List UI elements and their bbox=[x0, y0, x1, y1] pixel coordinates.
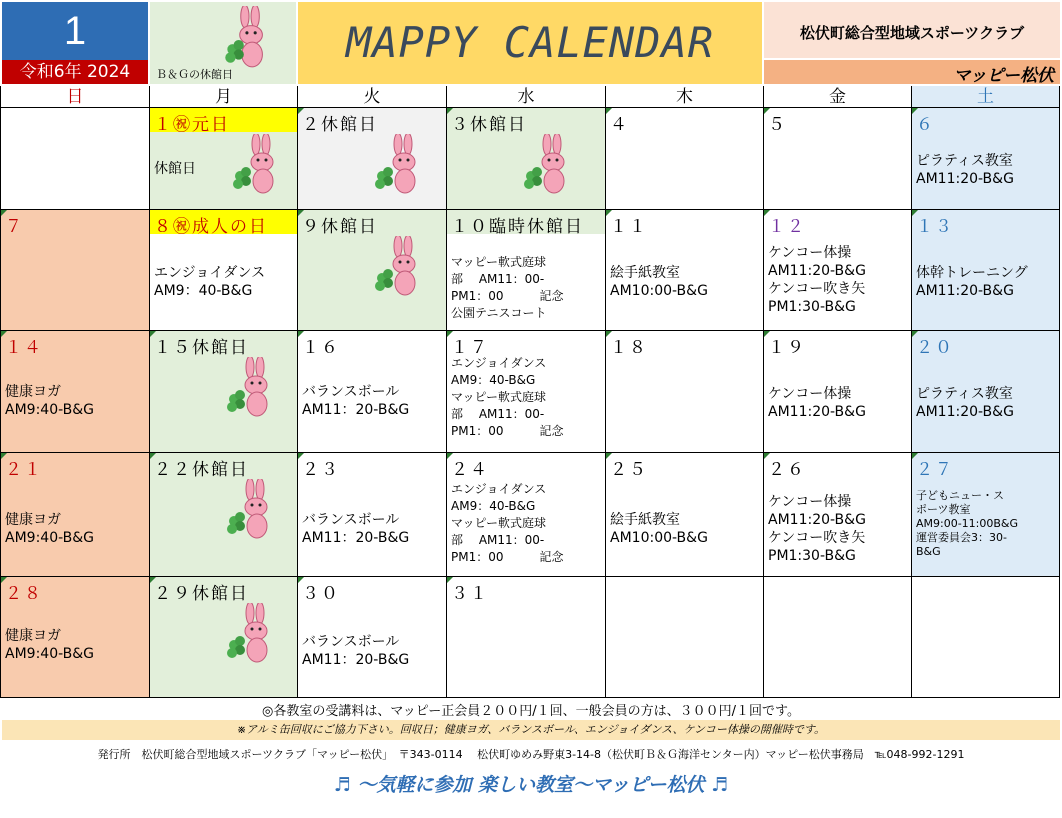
day-cell-19 bbox=[764, 331, 912, 453]
empty-cell bbox=[606, 577, 764, 698]
event-note: ケンコー体操 AM11:20-B&G bbox=[768, 386, 866, 420]
day-label: ３１ bbox=[451, 584, 489, 604]
weekday-tue: 火 bbox=[298, 86, 447, 108]
weekday-sat: 土 bbox=[912, 86, 1060, 108]
event-note: ケンコー体操 AM11:20-B&G ケンコー吹き矢 PM1:30-B&G bbox=[768, 245, 866, 315]
event-note: バランスボール AM11：20-B&G bbox=[302, 512, 410, 546]
event-note: エンジョイダンス AM9：40-B&G bbox=[154, 265, 266, 299]
day-label: ２休館日 bbox=[302, 115, 378, 135]
day-label: ３休館日 bbox=[451, 115, 527, 135]
weekday-mon: 月 bbox=[150, 86, 298, 108]
day-label: １１ bbox=[610, 217, 648, 237]
rabbit-mascot-icon bbox=[220, 357, 280, 421]
event-note: 子どもニュー・ス ポーツ教室 AM9:00-11:00B&G 運営委員会3：30- B&G bbox=[916, 489, 1019, 558]
empty-cell bbox=[0, 108, 150, 210]
day-label: １９ bbox=[768, 338, 806, 358]
rabbit-mascot-icon bbox=[220, 603, 280, 667]
event-note: マッピー軟式庭球 部 AM11：00- PM1：00 記念 公園テニスコート bbox=[451, 255, 564, 320]
rabbit-mascot-icon bbox=[214, 6, 284, 72]
day-cell-3 bbox=[447, 108, 606, 210]
event-note: ピラティス教室 AM11:20-B&G bbox=[916, 386, 1014, 420]
day-label: １６ bbox=[302, 338, 340, 358]
mappy-name: マッピー松伏 bbox=[953, 66, 1054, 86]
day-cell-31 bbox=[447, 577, 606, 698]
day-label: １８ bbox=[610, 338, 648, 358]
rabbit-mascot-icon bbox=[368, 134, 428, 198]
day-label: ２９休館日 bbox=[154, 584, 249, 604]
day-cell-26 bbox=[764, 453, 912, 577]
month-number: 1 bbox=[2, 2, 148, 60]
day-label: ２７ bbox=[916, 460, 954, 480]
day-cell-28 bbox=[0, 577, 150, 698]
day-label: ９休館日 bbox=[302, 217, 378, 237]
publisher-info: 発行所 松伏町総合型地域スポーツクラブ「マッピー松伏」 〒343-0114 松伏町ゆめみ野東3-14-8（松伏町Ｂ＆Ｇ海洋センター内）マッピー松伏事務局 ℡048-992-1291 bbox=[97, 748, 965, 761]
day-cell-29 bbox=[150, 577, 298, 698]
day-cell-10 bbox=[447, 210, 606, 331]
event-note: バランスボール AM11：20-B&G bbox=[302, 384, 410, 418]
day-label: ２５ bbox=[610, 460, 648, 480]
slogan: ♬ ～気軽に参加 楽しい教室～マッピー松伏 ♬ bbox=[333, 774, 729, 796]
day-cell-21 bbox=[0, 453, 150, 577]
empty-cell bbox=[764, 577, 912, 698]
day-label: １３ bbox=[916, 217, 954, 237]
day-cell-18 bbox=[606, 331, 764, 453]
day-cell-9 bbox=[298, 210, 447, 331]
event-note: 健康ヨガ AM9:40-B&G bbox=[5, 628, 95, 662]
rabbit-mascot-icon bbox=[226, 134, 286, 198]
day-cell-17 bbox=[447, 331, 606, 453]
day-label: １７ bbox=[451, 338, 489, 358]
event-note: 体幹トレーニング AM11:20-B&G bbox=[916, 265, 1028, 299]
fee-note: ◎各教室の受講料は、マッピー正会員２００円/１回、一般会員の方は、３００円/１回です。 bbox=[261, 704, 801, 719]
event-note: 健康ヨガ AM9:40-B&G bbox=[5, 384, 95, 418]
day-cell-6 bbox=[912, 108, 1060, 210]
day-cell-25 bbox=[606, 453, 764, 577]
empty-cell bbox=[912, 577, 1060, 698]
day-label: ２０ bbox=[916, 338, 954, 358]
day-cell-13 bbox=[912, 210, 1060, 331]
event-note: エンジョイダンス AM9：40-B&G マッピー軟式庭球 部 AM11：00- PM1：00 記念 bbox=[451, 356, 564, 438]
day-label: ２２休館日 bbox=[154, 460, 249, 480]
day-cell-22 bbox=[150, 453, 298, 577]
day-cell-23 bbox=[298, 453, 447, 577]
rabbit-mascot-icon bbox=[517, 134, 577, 198]
day-label: １５休館日 bbox=[154, 338, 249, 358]
day-cell-4 bbox=[606, 108, 764, 210]
event-note: 休館日 bbox=[154, 161, 196, 177]
day-label: ２１ bbox=[5, 460, 43, 480]
day-cell-1 bbox=[150, 108, 298, 210]
event-note: 絵手紙教室 AM10:00-B&G bbox=[610, 265, 708, 299]
day-label: ２８ bbox=[5, 584, 43, 604]
weekday-thu: 木 bbox=[606, 86, 764, 108]
day-label: ２３ bbox=[302, 460, 340, 480]
club-name: 松伏町総合型地域スポーツクラブ bbox=[799, 24, 1025, 42]
era-year: 令和6年 2024 bbox=[2, 60, 148, 84]
bg-closed-label: Ｂ＆Ｇの休館日 bbox=[156, 68, 233, 81]
event-note: ケンコー体操 AM11:20-B&G ケンコー吹き矢 PM1:30-B&G bbox=[768, 494, 866, 564]
event-note: 健康ヨガ AM9:40-B&G bbox=[5, 512, 95, 546]
day-cell-24 bbox=[447, 453, 606, 577]
weekday-wed: 水 bbox=[447, 86, 606, 108]
weekday-fri: 金 bbox=[764, 86, 912, 108]
day-label: １０臨時休館日 bbox=[451, 217, 584, 237]
day-cell-15 bbox=[150, 331, 298, 453]
day-label: １４ bbox=[5, 338, 43, 358]
day-cell-8 bbox=[150, 210, 298, 331]
day-cell-11 bbox=[606, 210, 764, 331]
event-note: 絵手紙教室 AM10:00-B&G bbox=[610, 512, 708, 546]
day-label: ８㊗成人の日 bbox=[154, 217, 268, 237]
day-cell-12 bbox=[764, 210, 912, 331]
rabbit-mascot-icon bbox=[368, 236, 428, 300]
day-cell-16 bbox=[298, 331, 447, 453]
event-note: ピラティス教室 AM11:20-B&G bbox=[916, 153, 1014, 187]
day-label: ３０ bbox=[302, 584, 340, 604]
rabbit-mascot-icon bbox=[220, 479, 280, 543]
day-cell-7 bbox=[0, 210, 150, 331]
day-cell-2 bbox=[298, 108, 447, 210]
day-label: ４ bbox=[610, 115, 629, 135]
day-cell-14 bbox=[0, 331, 150, 453]
recycle-note: ※アルミ缶回収にご協力下さい。回収日；健康ヨガ、バランスボール、エンジョイダンス、ケンコー体操の開催時です。 bbox=[2, 720, 1060, 740]
day-label: ６ bbox=[916, 115, 935, 135]
day-label: １㊗元日 bbox=[154, 115, 230, 135]
day-cell-20 bbox=[912, 331, 1060, 453]
day-label: １２ bbox=[768, 217, 806, 237]
day-label: ５ bbox=[768, 115, 787, 135]
day-cell-30 bbox=[298, 577, 447, 698]
day-cell-27 bbox=[912, 453, 1060, 577]
day-label: ７ bbox=[5, 217, 24, 237]
day-label: ２４ bbox=[451, 460, 489, 480]
day-cell-5 bbox=[764, 108, 912, 210]
page-title: MAPPY CALENDAR bbox=[345, 18, 714, 67]
event-note: エンジョイダンス AM9：40-B&G マッピー軟式庭球 部 AM11：00- PM1：00 記念 bbox=[451, 482, 564, 564]
weekday-sun: 日 bbox=[0, 86, 150, 108]
day-label: ２６ bbox=[768, 460, 806, 480]
event-note: バランスボール AM11：20-B&G bbox=[302, 634, 410, 668]
